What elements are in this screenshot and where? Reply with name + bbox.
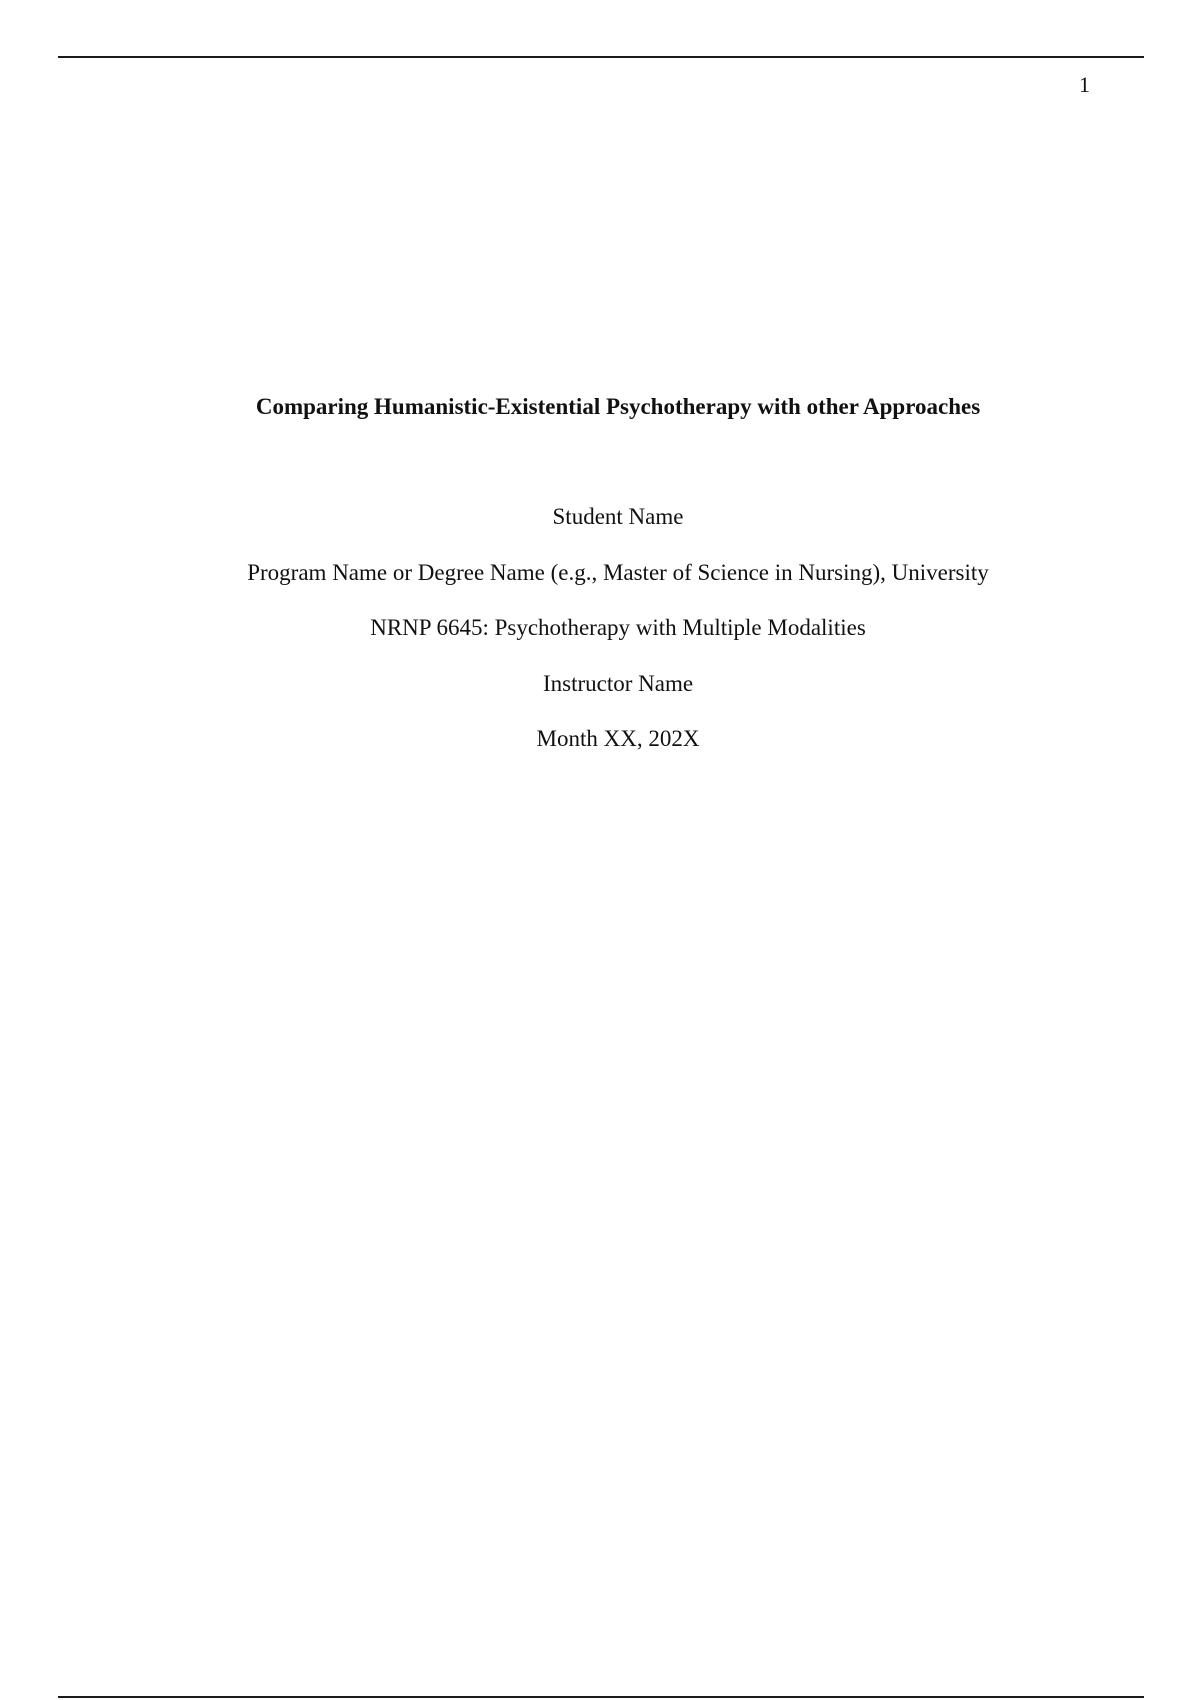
- program-name: Program Name or Degree Name (e.g., Master of Science in Nursing), University: [247, 560, 989, 585]
- instructor-name: Instructor Name: [542, 671, 694, 696]
- student-name: Student Name: [552, 504, 684, 529]
- bottom-rule: [58, 1696, 1144, 1698]
- top-rule: [58, 56, 1144, 58]
- course-name: NRNP 6645: Psychotherapy with Multiple Modalities: [370, 615, 866, 640]
- page-number: 1: [1079, 72, 1090, 97]
- submission-date: Month XX, 202X: [536, 726, 700, 751]
- paper-title: Comparing Humanistic-Existential Psychotherapy with other Approaches: [255, 394, 981, 419]
